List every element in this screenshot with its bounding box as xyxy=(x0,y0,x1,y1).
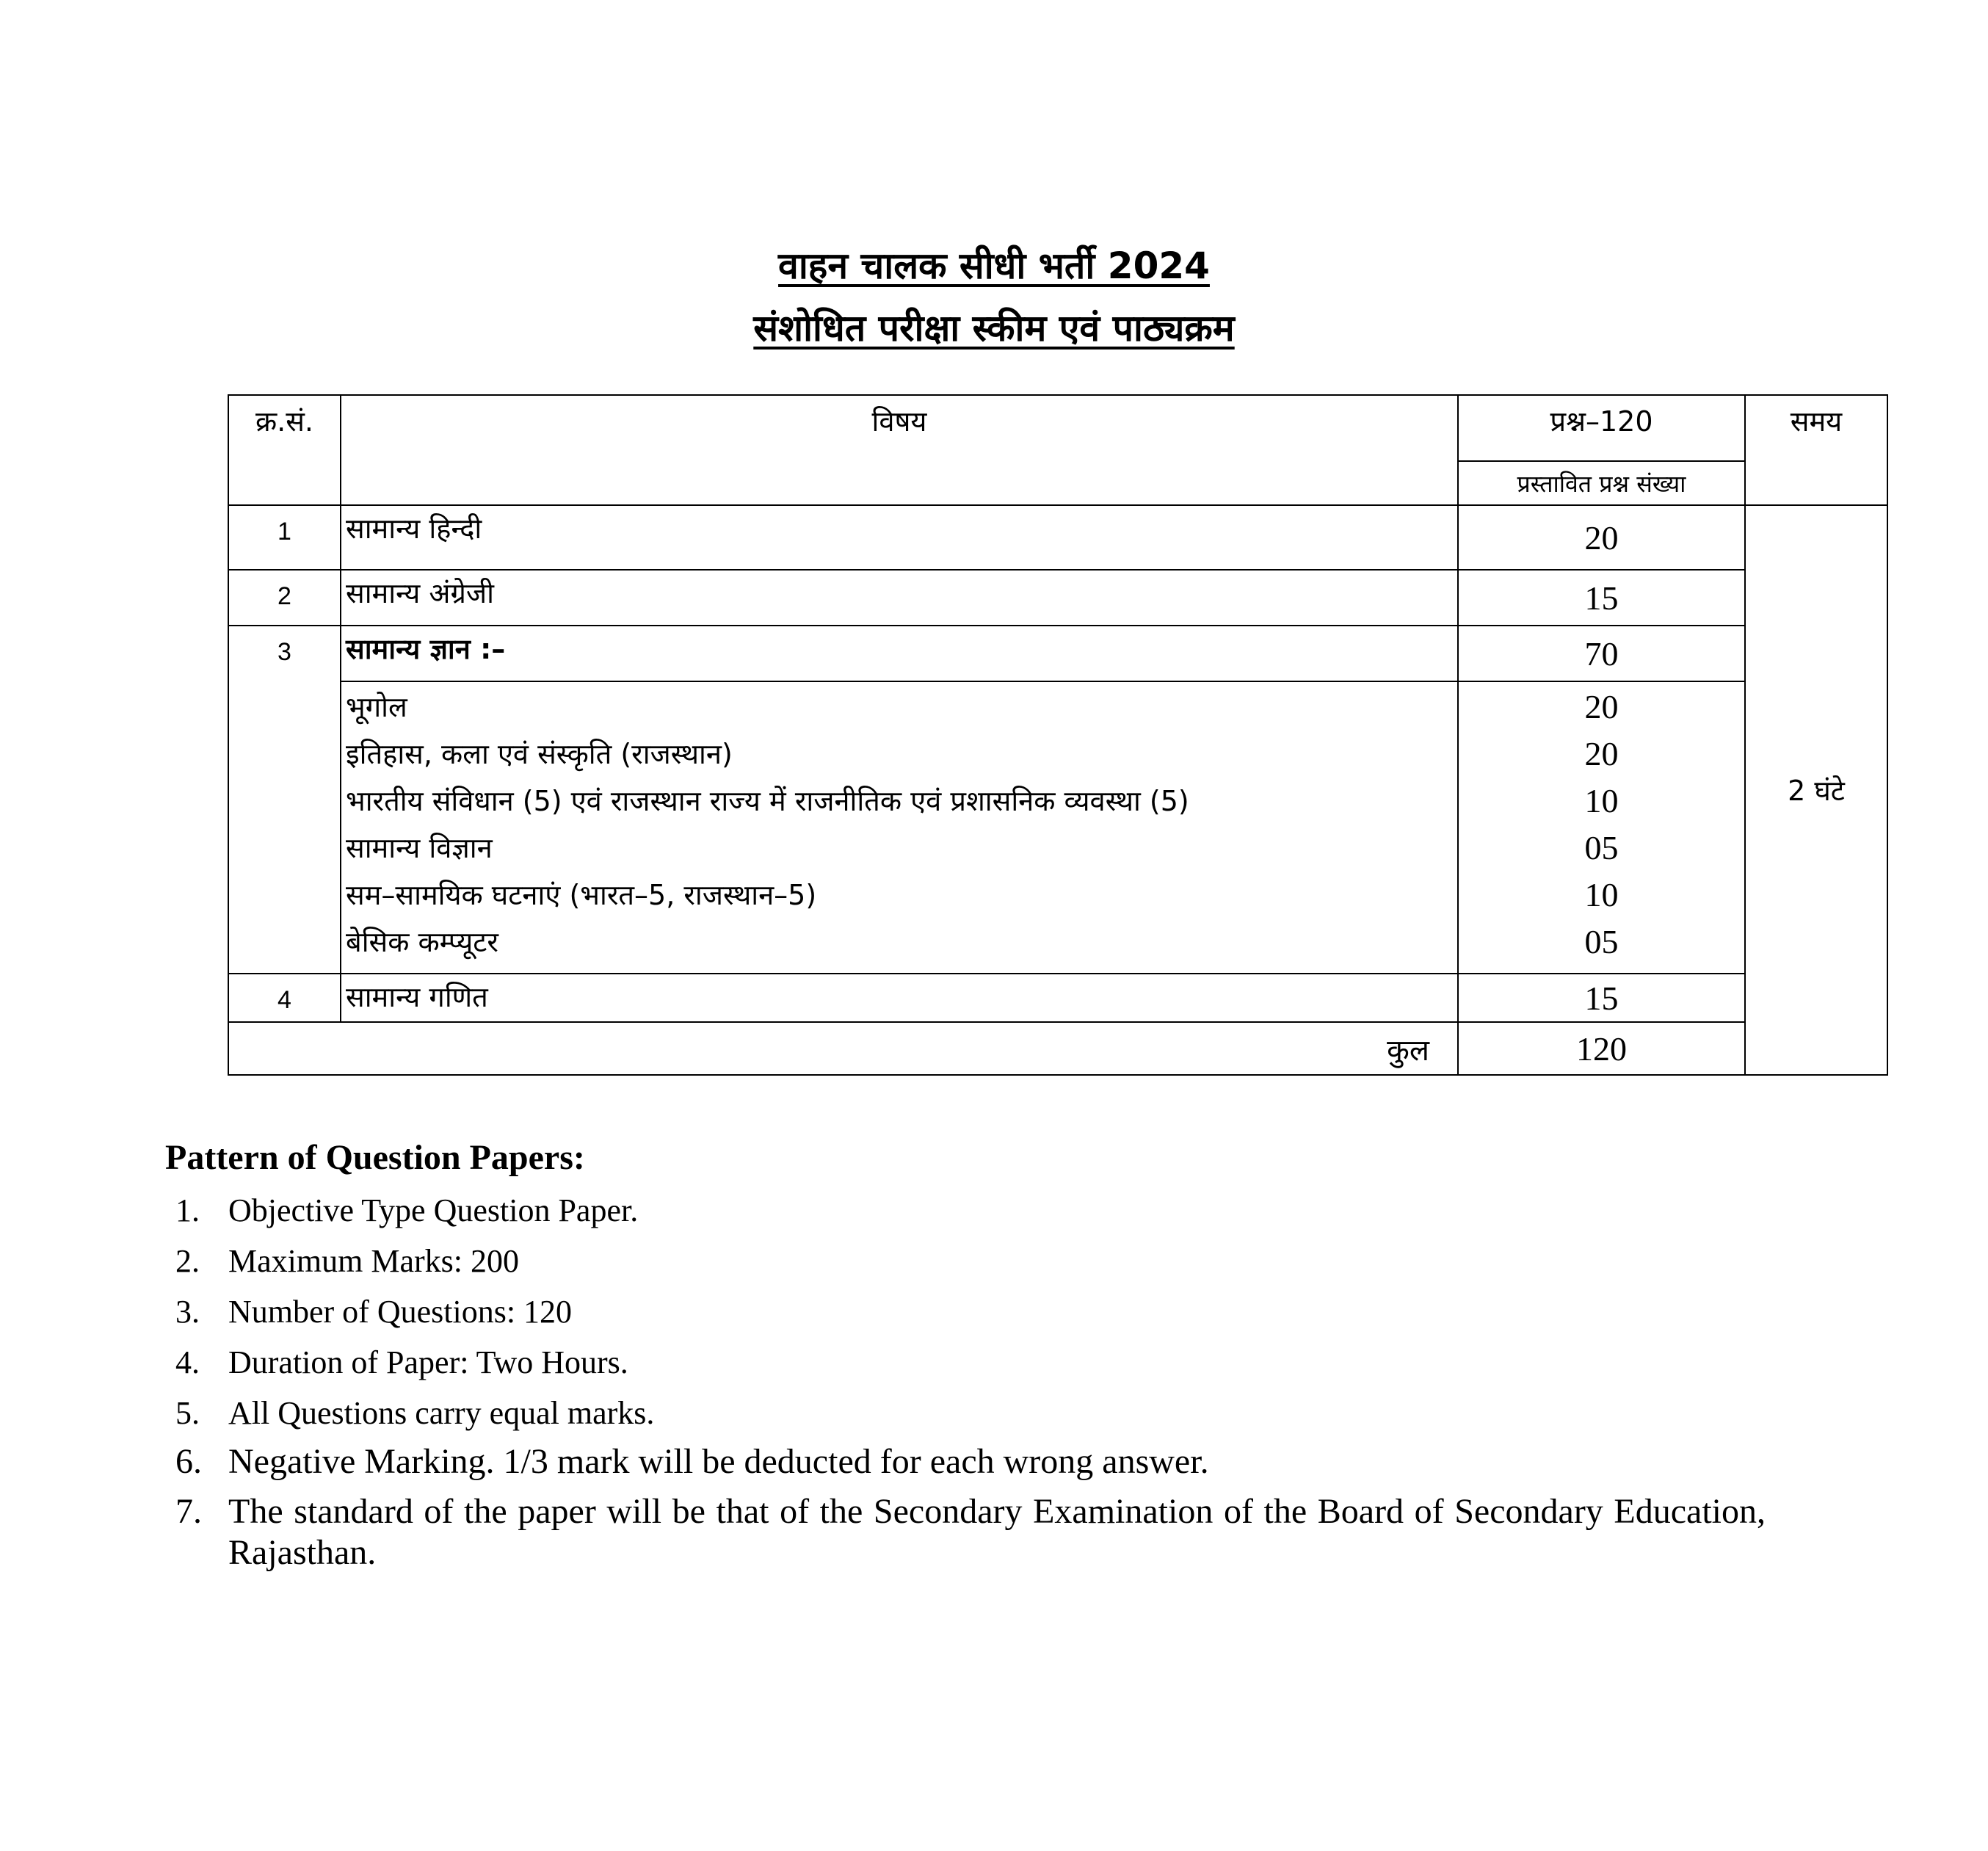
row-subject: सामान्य अंग्रेजी xyxy=(341,570,1458,626)
title-line-1: वाहन चालक सीधी भर्ती 2024 xyxy=(778,244,1210,287)
list-item xyxy=(165,1441,1766,1488)
table-total-row xyxy=(228,1022,1887,1075)
gk-subtopic-list xyxy=(341,681,1458,974)
gk-subtopic-count: 10 xyxy=(1584,782,1619,819)
table-row xyxy=(228,974,1887,1022)
list-item-number: 4. xyxy=(175,1344,200,1380)
gk-subtopic-name: सामान्य विज्ञान xyxy=(346,832,493,864)
list-item xyxy=(165,1390,1766,1437)
header-questions: प्रश्न–120 xyxy=(1458,395,1745,461)
list-item-text: Number of Questions: 120 xyxy=(228,1294,573,1330)
gk-subtopic-count: 05 xyxy=(1584,923,1619,960)
list-item-number: 1. xyxy=(175,1192,200,1228)
row-question-count: 70 xyxy=(1458,626,1745,681)
gk-subtopic-count: 20 xyxy=(1584,688,1619,725)
list-item xyxy=(165,1187,1766,1234)
row-subject: सामान्य ज्ञान :– xyxy=(341,626,1458,681)
list-item-text: Objective Type Question Paper. xyxy=(228,1192,639,1228)
row-serial-number: 2 xyxy=(228,570,341,626)
list-item-number: 2. xyxy=(175,1243,200,1279)
pattern-heading: Pattern of Question Papers: xyxy=(165,1138,585,1177)
gk-subtopics-row xyxy=(228,681,1887,974)
row-question-count: 20 xyxy=(1458,505,1745,570)
row-serial-number: 3 xyxy=(228,626,341,974)
row-serial-number: 1 xyxy=(228,505,341,570)
row-question-count: 15 xyxy=(1458,974,1745,1022)
document-subtitle xyxy=(0,305,1988,352)
exam-duration: 2 घंटे xyxy=(1745,505,1887,1075)
table-header-row xyxy=(228,395,1887,461)
gk-subtopic-count: 20 xyxy=(1584,735,1619,772)
total-label: कुल xyxy=(228,1022,1458,1075)
list-item-text: The standard of the paper will be that of the Secondary Examination of the Board of Secondary Education, Rajasthan. xyxy=(228,1492,1766,1572)
gk-subtopic-name: सम–सामयिक घटनाएं (भारत–5, राजस्थान–5) xyxy=(346,879,817,911)
table-row xyxy=(228,570,1887,626)
list-item xyxy=(165,1491,1766,1573)
row-subject: सामान्य गणित xyxy=(341,974,1458,1022)
row-question-count: 15 xyxy=(1458,570,1745,626)
list-item-text: Negative Marking. 1/3 mark will be deducted for each wrong answer. xyxy=(228,1442,1209,1481)
title-line-2: संशोधित परीक्षा स्कीम एवं पाठ्यक्रम xyxy=(753,307,1235,349)
exam-scheme-table xyxy=(228,394,1888,1076)
list-item-text: Duration of Paper: Two Hours. xyxy=(228,1344,628,1380)
header-proposed-questions: प्रस्तावित प्रश्न संख्या xyxy=(1458,461,1745,505)
list-item xyxy=(165,1238,1766,1285)
document-title xyxy=(0,242,1988,289)
gk-subtopic-name: इतिहास, कला एवं संस्कृति (राजस्थान) xyxy=(346,738,733,770)
header-time: समय xyxy=(1745,395,1887,505)
question-paper-pattern xyxy=(165,1134,1766,1577)
gk-subtopic-name: भूगोल xyxy=(346,691,407,723)
row-serial-number: 4 xyxy=(228,974,341,1022)
table-row xyxy=(228,626,1887,681)
list-item xyxy=(165,1289,1766,1336)
list-item-number: 3. xyxy=(175,1294,200,1330)
gk-subtopic-count: 05 xyxy=(1584,829,1619,866)
table-row xyxy=(228,505,1887,570)
pattern-list xyxy=(165,1187,1766,1573)
gk-subtopic-name: भारतीय संविधान (5) एवं राजस्थान राज्य में राजनीतिक एवं प्रशासनिक व्यवस्था (5) xyxy=(346,785,1189,817)
gk-subtopic-count: 10 xyxy=(1584,876,1619,913)
header-serial-number: क्र.सं. xyxy=(228,395,341,505)
list-item-number: 6. xyxy=(175,1442,202,1481)
list-item xyxy=(165,1339,1766,1386)
list-item-number: 5. xyxy=(175,1395,200,1431)
header-subject: विषय xyxy=(341,395,1458,505)
gk-subtopic-counts xyxy=(1458,681,1745,974)
list-item-number: 7. xyxy=(175,1492,202,1531)
list-item-text: Maximum Marks: 200 xyxy=(228,1243,519,1279)
row-subject: सामान्य हिन्दी xyxy=(341,505,1458,570)
total-value: 120 xyxy=(1458,1022,1745,1075)
gk-subtopic-name: बेसिक कम्प्यूटर xyxy=(346,926,498,958)
list-item-text: All Questions carry equal marks. xyxy=(228,1395,655,1431)
